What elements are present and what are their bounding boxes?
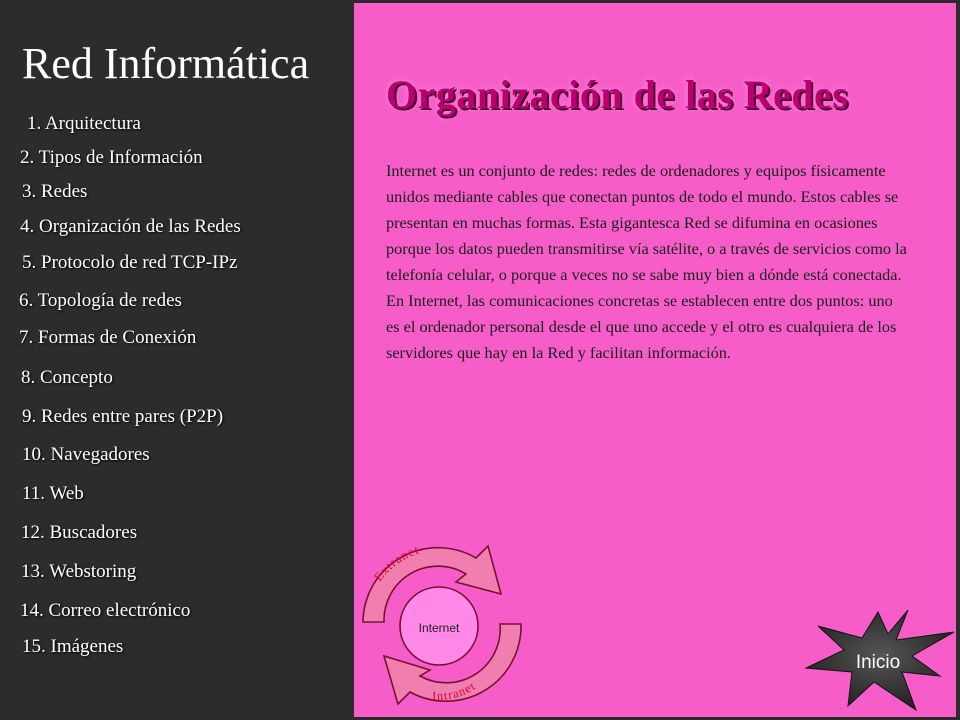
internet-label: Internet bbox=[418, 621, 460, 635]
nav-item-redes-pares[interactable]: 9. Redes entre pares (P2P) bbox=[22, 406, 224, 427]
nav-item-topologia-redes[interactable]: 6. Topología de redes bbox=[19, 290, 182, 311]
nav-item-arquitectura[interactable]: 1. Arquitectura bbox=[27, 113, 141, 134]
nav-item-imagenes[interactable]: 15. Imágenes bbox=[22, 636, 124, 657]
network-cycle-diagram bbox=[358, 538, 528, 710]
nav-item-buscadores[interactable]: 12. Buscadores bbox=[21, 522, 138, 543]
nav-item-correo-electronico[interactable]: 14. Correo electrónico bbox=[20, 600, 191, 621]
intranet-label: Intranet bbox=[431, 678, 479, 704]
nav-item-navegadores[interactable]: 10. Navegadores bbox=[22, 444, 150, 465]
sidebar-title: Red Informática bbox=[22, 39, 310, 88]
home-button-label: Inicio bbox=[855, 652, 901, 673]
body-text bbox=[386, 158, 908, 366]
nav-item-concepto[interactable]: 8. Concepto bbox=[21, 367, 113, 388]
home-button[interactable] bbox=[804, 606, 954, 712]
nav-item-formas-conexion[interactable]: 7. Formas de Conexión bbox=[19, 327, 197, 348]
nav-item-web[interactable]: 11. Web bbox=[22, 483, 84, 504]
nav-item-redes[interactable]: 3. Redes bbox=[22, 181, 88, 202]
nav-item-protocolo-red[interactable]: 5. Protocolo de red TCP-IPz bbox=[22, 252, 238, 273]
extranet-label: Extranet bbox=[371, 542, 422, 584]
paragraph: En Internet, las comunicaciones concretas se establecen entre dos puntos: uno es el ordenador personal desde el que uno accede y el otro es cualquiera de los servidores que hay en la Red y facilitan información. bbox=[386, 291, 897, 362]
paragraph: Internet es un conjunto de redes: redes de ordenadores y equipos físicamente unidos mediante cables que conectan puntos de todo el mundo. Estos cables se presentan en muchas formas. Esta gigantesca Red se difumina en ocasiones porque los datos pueden transmitirse vía satélite, o a través de servicios como la telefonía celular, o porque a veces no se sabe muy bien a dónde está conectada. bbox=[386, 161, 907, 284]
nav-item-webstoring[interactable]: 13. Webstoring bbox=[21, 561, 137, 582]
nav-item-tipos-informacion[interactable]: 2. Tipos de Información bbox=[20, 147, 203, 168]
nav-item-organizacion-redes[interactable]: 4. Organización de las Redes bbox=[20, 216, 241, 237]
page-title: Organización de las Redes bbox=[386, 72, 849, 117]
sidebar bbox=[0, 0, 352, 720]
